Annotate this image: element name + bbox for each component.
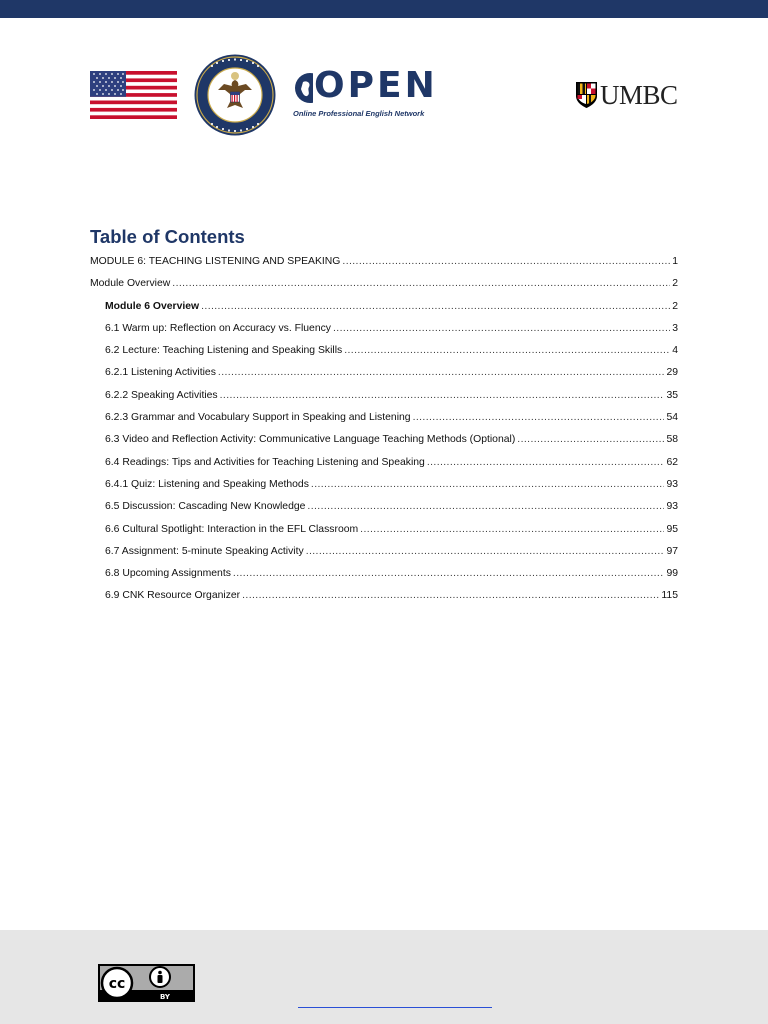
toc-entry-label: 6.4 Readings: Tips and Activities for Teaching Listening and Speaking [105,456,425,468]
toc-entry-page: 2 [672,278,678,290]
toc-leader-dots [220,385,665,407]
toc-entry-page: 93 [666,501,678,513]
toc-entry-page: 62 [666,456,678,468]
footer-link-underline[interactable] [298,1007,492,1008]
toc-leader-dots [233,563,665,585]
toc-entry-page: 58 [666,434,678,446]
toc-entry-label: 6.7 Assignment: 5-minute Speaking Activity [105,545,304,557]
toc-entry[interactable] [90,385,678,407]
open-logo-wordmark: OPEN [314,65,438,106]
toc-entry-label: 6.3 Video and Reflection Activity: Communicative Language Teaching Methods (Optional) [105,434,516,446]
toc-leader-dots [333,318,670,340]
toc-entry-page: 99 [666,568,678,580]
toc-leader-dots [172,273,670,295]
toc-leader-dots [242,585,659,607]
toc-leader-dots [311,474,665,496]
toc-entry-page: 35 [666,389,678,401]
toc-leader-dots [307,496,664,518]
cc-by-label: BY [159,993,171,1001]
toc-entry-label: 6.2.1 Listening Activities [105,367,216,379]
toc-entry-page: 95 [666,523,678,535]
toc-entry-page: 93 [666,478,678,490]
maryland-shield-icon [576,82,597,108]
toc-entry-page: 115 [661,590,678,602]
toc-leader-dots [517,429,664,451]
toc-entry-label: Module 6 Overview [105,300,200,312]
toc-entry[interactable] [90,251,678,273]
toc-leader-dots [413,407,665,429]
toc-entry[interactable] [90,519,678,541]
toc-entry[interactable] [90,474,678,496]
us-flag-logo [90,71,177,119]
toc-entry[interactable] [90,563,678,585]
toc-title: Table of Contents [90,226,245,247]
toc-entry-page: 1 [672,256,678,267]
toc-entry[interactable] [90,496,678,518]
toc-entry[interactable] [90,429,678,451]
toc-entry-page: 2 [672,300,678,312]
toc-entry-label: 6.2 Lecture: Teaching Listening and Speaking Skills [105,345,343,357]
toc-entry-label: 6.8 Upcoming Assignments [105,568,231,580]
toc-entry-page: 3 [672,322,678,334]
umbc-logo [576,80,680,110]
toc-entry-label: Module Overview [90,278,171,290]
toc-entry-label: 6.1 Warm up: Reflection on Accuracy vs. Fluency [105,322,331,334]
umbc-wordmark: UMBC [600,80,678,110]
toc-entry-label: 6.6 Cultural Spotlight: Interaction in the EFL Classroom [105,523,359,535]
toc-entry[interactable] [90,273,678,295]
open-network-logo [293,65,438,122]
toc-entry-page: 54 [666,412,678,424]
toc-leader-dots [360,519,664,541]
department-of-state-seal-logo [194,54,276,136]
toc-leader-dots [218,362,665,384]
toc-entry[interactable] [90,541,678,563]
toc-entry-label: 6.2.2 Speaking Activities [105,389,218,401]
toc-entry-label: 6.5 Discussion: Cascading New Knowledge [105,501,306,513]
toc-leader-dots [344,340,670,362]
toc-entry[interactable] [90,452,678,474]
toc-entry-label: 6.2.3 Grammar and Vocabulary Support in Speaking and Listening [105,412,411,424]
toc-entry[interactable] [90,296,678,318]
toc-entry-label: 6.9 CNK Resource Organizer [105,590,241,602]
creative-commons-by-badge[interactable] [98,964,195,1002]
toc-entry-page: 97 [666,545,678,557]
toc-entry-label: MODULE 6: TEACHING LISTENING AND SPEAKING [90,256,341,267]
toc-leader-dots [427,452,665,474]
toc-entry[interactable] [90,318,678,340]
toc-entry[interactable] [90,407,678,429]
toc-leader-dots [201,296,670,318]
toc-entry-page: 29 [666,367,678,379]
open-logo-subtitle: Online Professional English Network [293,109,425,118]
toc-entry[interactable] [90,585,678,607]
cc-symbol-text: cc [108,976,126,992]
globe-icon [293,70,313,106]
toc-entry[interactable] [90,340,678,362]
toc-entry[interactable] [90,362,678,384]
toc-entry-page: 4 [672,345,678,357]
top-banner-bar [0,0,768,18]
toc-list [90,251,678,608]
toc-leader-dots [342,251,670,273]
toc-leader-dots [306,541,665,563]
toc-entry-label: 6.4.1 Quiz: Listening and Speaking Methods [105,478,309,490]
